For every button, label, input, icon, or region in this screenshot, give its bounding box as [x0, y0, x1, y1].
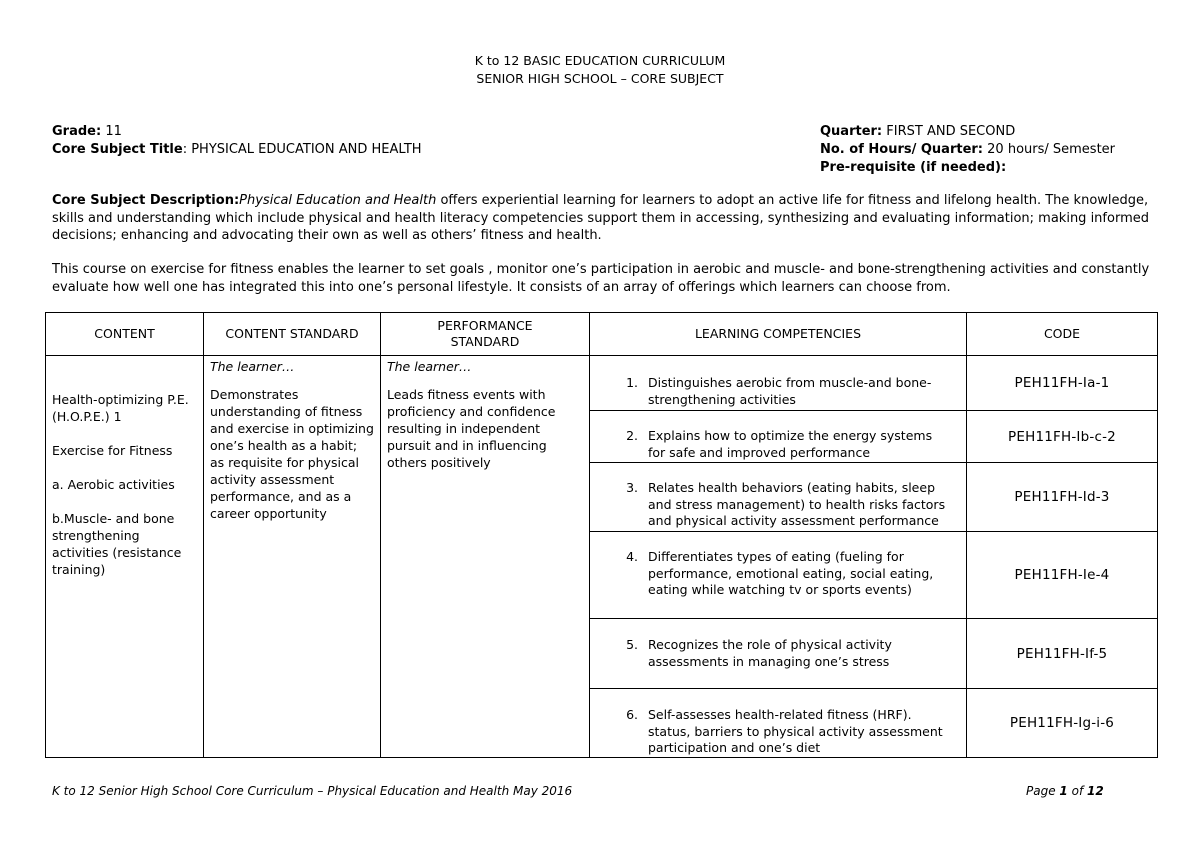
- quarter-value: FIRST AND SECOND: [886, 124, 1016, 139]
- page-number: Page 1 of 12: [1026, 784, 1104, 798]
- competency-code: PEH11FH-Ig-i-6: [967, 689, 1158, 758]
- header-learning-competencies: LEARNING COMPETENCIES: [590, 313, 967, 356]
- competency-number: 2.: [626, 428, 638, 443]
- competency-cell: [590, 411, 967, 463]
- competency-text: Relates health behaviors (eating habits, sleep and stress management) to health risks factors and physical activity assessment performance: [648, 480, 946, 528]
- curriculum-table: [45, 312, 1158, 758]
- prereq-line: [820, 159, 1006, 176]
- competency-code: PEH11FH-Id-3: [967, 463, 1158, 532]
- competency-text: Recognizes the role of physical activity assessments in managing one’s stress: [648, 637, 892, 669]
- competency-text: Explains how to optimize the energy systems for safe and improved performance: [648, 428, 933, 460]
- description-italic: Physical Education and Health: [239, 193, 437, 208]
- competency-cell: [590, 356, 967, 411]
- competency-code: PEH11FH-Ia-1: [967, 356, 1158, 411]
- content-standard-cell: [204, 356, 381, 758]
- performance-standard-cell: [381, 356, 590, 758]
- header-code: CODE: [967, 313, 1158, 356]
- competency-text: Differentiates types of eating (fueling for performance, emotional eating, social eating, eating while watching tv or sports events): [648, 549, 934, 597]
- competency-number: 6.: [626, 707, 638, 722]
- competency-text: Self-assesses health-related fitness (HRF). status, barriers to physical activity assessment participation and one’s diet: [648, 707, 943, 755]
- learner-label: The learner…: [210, 359, 295, 374]
- footer-text: K to 12 Senior High School Core Curriculum – Physical Education and Health May 2016: [52, 784, 573, 798]
- content-line-1: Health-optimizing P.E. (H.O.P.E.) 1: [52, 392, 189, 424]
- content-line-4: b.Muscle- and bone strengthening activities (resistance training): [52, 511, 182, 577]
- content-cell: [46, 356, 204, 758]
- subject-description: [52, 192, 1152, 245]
- competency-cell: [590, 463, 967, 532]
- description-label: Core Subject Description:: [52, 193, 240, 208]
- quarter-line: [820, 123, 1015, 140]
- subject-line: [52, 141, 422, 158]
- competency-number: 1.: [626, 375, 638, 390]
- header-content-standard: CONTENT STANDARD: [204, 313, 381, 356]
- learner-label: The learner…: [387, 359, 472, 374]
- subject-value: : PHYSICAL EDUCATION AND HEALTH: [182, 142, 422, 157]
- header-performance-standard: PERFORMANCE STANDARD: [381, 313, 590, 356]
- subject-label: Core Subject Title: [52, 142, 183, 157]
- grade-value: 11: [105, 124, 122, 139]
- prereq-label: Pre-requisite (if needed):: [820, 160, 1007, 175]
- competency-cell: [590, 619, 967, 689]
- table-row: [46, 356, 1158, 411]
- grade-line: [52, 123, 122, 140]
- competency-cell: [590, 532, 967, 619]
- competency-number: 5.: [626, 637, 638, 652]
- grade-label: Grade:: [52, 124, 102, 139]
- document-title: K to 12 BASIC EDUCATION CURRICULUM: [474, 53, 726, 68]
- table-header-row: [46, 313, 1158, 356]
- document-subtitle: SENIOR HIGH SCHOOL – CORE SUBJECT: [476, 71, 724, 86]
- competency-text: Distinguishes aerobic from muscle-and bone-strengthening activities: [648, 375, 932, 407]
- competency-number: 4.: [626, 549, 638, 564]
- competency-code: PEH11FH-Ie-4: [967, 532, 1158, 619]
- hours-label: No. of Hours/ Quarter:: [820, 142, 984, 157]
- content-standard-text: Demonstrates understanding of fitness and exercise in optimizing one’s health as a habit; as requisite for physical activity assessment performance, and as a career opportunity: [210, 387, 374, 521]
- content-line-3: a. Aerobic activities: [52, 477, 175, 492]
- course-paragraph: This course on exercise for fitness enables the learner to set goals , monitor one’s participation in aerobic and muscle- and bone-strengthening activities and constantly evaluate how well one has integrated this into one’s personal lifestyle. It consists of an array of offerings which learners can choose from.: [52, 262, 1150, 295]
- hours-value: 20 hours/ Semester: [987, 142, 1116, 157]
- competency-cell: [590, 689, 967, 758]
- competency-code: PEH11FH-Ib-c-2: [967, 411, 1158, 463]
- competency-number: 3.: [626, 480, 638, 495]
- performance-standard-text: Leads fitness events with proficiency and confidence resulting in independent pursuit and in influencing others positively: [387, 387, 556, 470]
- description-text: offers experiential learning for learners to adopt an active life for fitness and lifelong health. The knowledge, skills and understanding which include physical and health literacy competencies support them in accessing, synthesizing and evaluating information; making informed decisions; enhancing and advocating their own as well as others’ fitness and health.: [52, 193, 1149, 243]
- quarter-label: Quarter:: [820, 124, 883, 139]
- content-line-2: Exercise for Fitness: [52, 443, 173, 458]
- competency-code: PEH11FH-If-5: [967, 619, 1158, 689]
- header-content: CONTENT: [46, 313, 204, 356]
- hours-line: [820, 141, 1115, 158]
